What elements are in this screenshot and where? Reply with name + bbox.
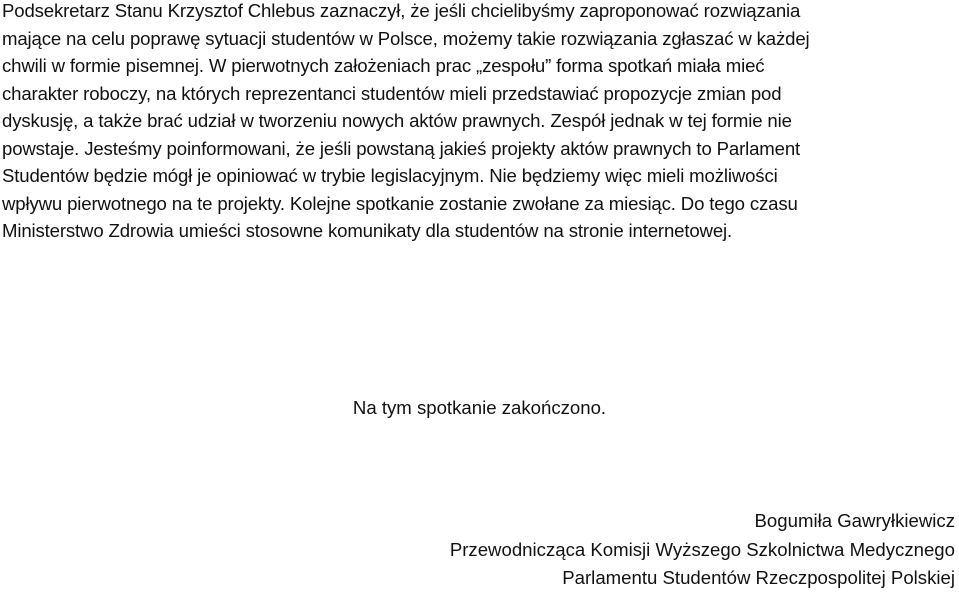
signatory-name: Bogumiła Gawryłkiewicz xyxy=(754,510,955,531)
paragraph-line: wpływu pierwotnego na te projekty. Kolejne spotkanie zostanie zwołane za miesiąc. Do tego czasu xyxy=(2,192,798,214)
paragraph-line: powstaje. Jesteśmy poinformowani, że jeśli powstaną jakieś projekty aktów prawnych to Parlament xyxy=(2,137,801,159)
signatory-title: Przewodnicząca Komisji Wyższego Szkolnictwa Medycznego xyxy=(449,538,955,560)
signatory-organization: Parlamentu Studentów Rzeczpospolitej Polskiej xyxy=(562,567,955,588)
paragraph-line: Podsekretarz Stanu Krzysztof Chlebus zaznaczył, że jeśli chcielibyśmy zaproponować rozwiązania xyxy=(2,0,801,21)
paragraph-line: charakter roboczy, na których reprezentanci studentów mieli przedstawiać propozycje zmian pod xyxy=(2,82,782,104)
signature-block xyxy=(450,507,955,593)
paragraph-line: mające na celu poprawę sytuacji studentów w Polsce, możemy takie rozwiązania zgłaszać w każdej xyxy=(2,27,810,49)
paragraph-line: chwili w formie pisemnej. W pierwotnych założeniach prac „zespołu” forma spotkań miała mieć xyxy=(2,55,765,76)
paragraph-line: Studentów będzie mógł je opiniować w trybie legislacyjnym. Nie będziemy więc mieli możliwości xyxy=(2,165,778,186)
paragraph-line: Ministerstwo Zdrowia umieści stosowne komunikaty dla studentów na stronie internetowej. xyxy=(2,220,733,241)
closing-statement: Na tym spotkanie zakończono. xyxy=(352,397,607,418)
body-paragraph xyxy=(2,0,957,245)
paragraph-line: dyskusję, a także brać udział w tworzeniu nowych aktów prawnych. Zespół jednak w tej formie nie xyxy=(2,110,792,131)
